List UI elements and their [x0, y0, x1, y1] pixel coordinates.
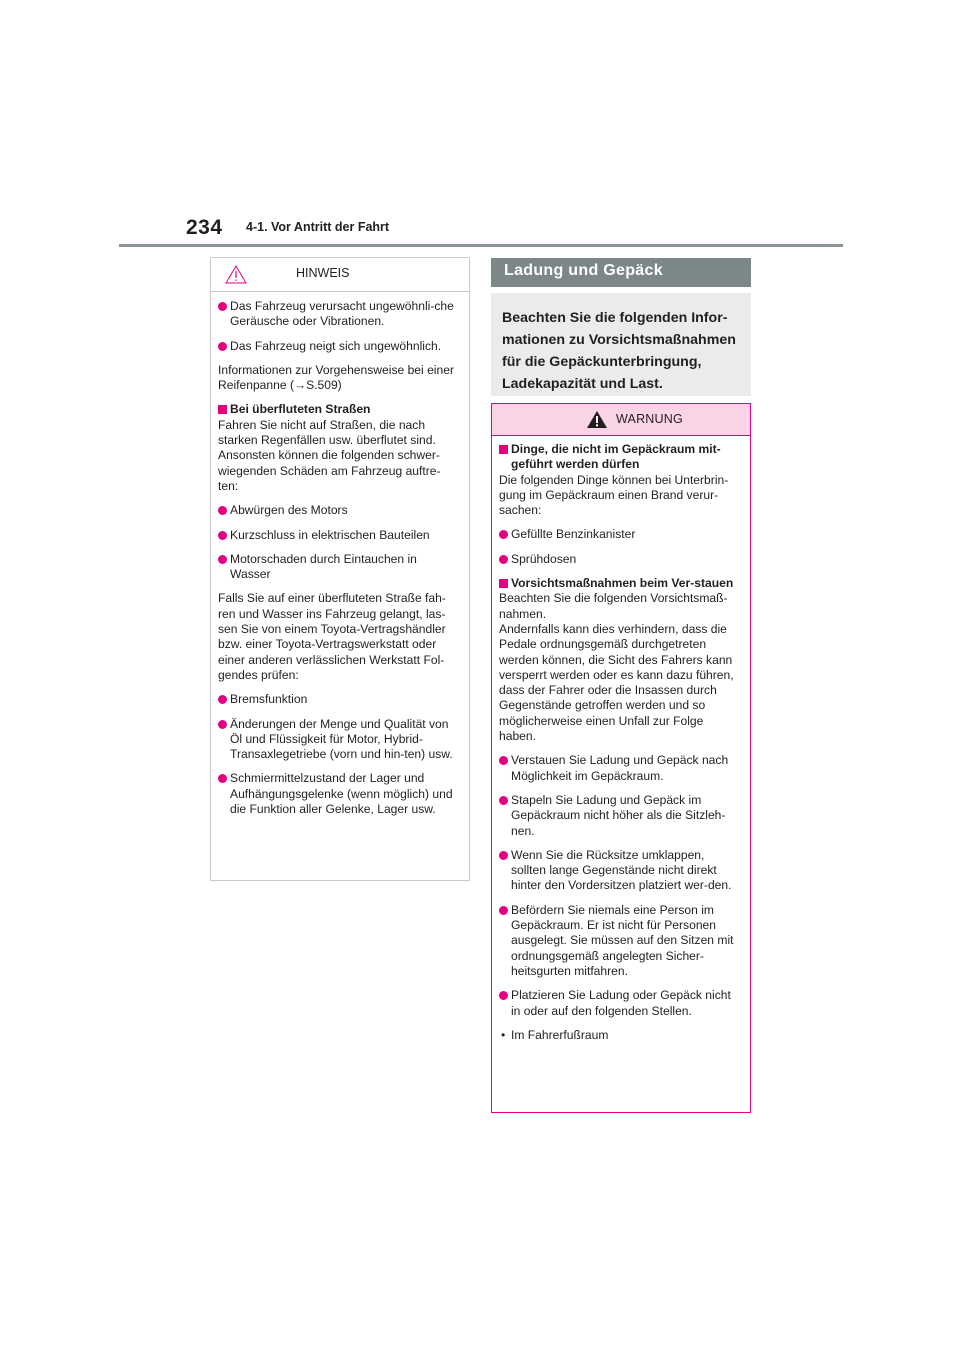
damage-item: Kurzschluss in elektrischen Bauteilen	[218, 528, 459, 543]
warnung-header	[492, 404, 750, 436]
warnung-rule: Platzieren Sie Ladung oder Gepäck nicht in oder auf den folgenden Stellen.	[499, 988, 742, 1019]
warnung-subitem: • Im Fahrerfußraum	[501, 1027, 609, 1042]
check-item: Bremsfunktion	[218, 692, 459, 707]
bullet-dot-icon	[499, 756, 508, 765]
bullet-dot-icon	[218, 555, 227, 564]
ladung-intro-box	[491, 293, 751, 396]
bullet-dot-icon	[218, 506, 227, 515]
header-rule	[119, 244, 843, 247]
sub-bullet-icon: •	[501, 1027, 506, 1042]
warnung-text: Beachten Sie die folgenden Vorsichtsmaß-nahmen.	[499, 591, 728, 621]
damage-item: Motorschaden durch Eintauchen in Wasser	[218, 552, 459, 583]
warnung-text: Die folgenden Dinge können bei Unterbrin-gung im Gepäckraum einen Brand verur-sachen:	[499, 472, 729, 518]
bullet-dot-icon	[499, 555, 508, 564]
bullet-dot-icon	[218, 302, 227, 311]
warnung-rule: Befördern Sie niemals eine Person im Gepäckraum. Er ist nicht für Personen ausgelegt. Sie müssen auf den Sitzen mit ordnungsgemäß angelegten Sicher-heitsgurten mitfahren.	[499, 903, 742, 979]
warnung-item: Gefüllte Benzinkanister	[499, 527, 742, 542]
section-title: 4-1. Vor Antritt der Fahrt	[246, 220, 390, 234]
warnung-rule: Wenn Sie die Rücksitze umklappen, sollten lange Gegenstände nicht direkt hinter den Vordersitzen platziert wer-den.	[499, 848, 742, 894]
square-bullet-icon	[218, 405, 227, 414]
warnung-rule: Verstauen Sie Ladung und Gepäck nach Möglichkeit im Gepäckraum.	[499, 753, 742, 784]
hinweis-box	[210, 257, 470, 881]
bullet-dot-icon	[218, 695, 227, 704]
flood-text: Fahren Sie nicht auf Straßen, die nach starken Regenfällen usw. überflutet sind. Ansonsten können die folgenden schwer-wiegenden Schäden am Fahrzeug auftre-ten:	[218, 417, 441, 493]
bullet-dot-icon	[499, 991, 508, 1000]
bullet-dot-icon	[499, 851, 508, 860]
bullet-dot-icon	[499, 906, 508, 915]
ladung-title: Ladung und Gepäck	[504, 262, 663, 279]
hinweis-header	[211, 258, 469, 292]
caution-triangle-icon	[225, 265, 247, 284]
warnung-title: WARNUNG	[616, 412, 683, 426]
hinweis-title: HINWEIS	[296, 266, 350, 280]
check-item: Schmiermittelzustand der Lager und Aufhängungsgelenke (wenn möglich) und die Funktion aller Gelenke, Lager usw.	[218, 771, 459, 817]
bullet-dot-icon	[218, 342, 227, 351]
check-item: Änderungen der Menge und Qualität von Öl und Flüssigkeit für Motor, Hybrid-Transaxlegetriebe (vorn und hin-ten) usw.	[218, 717, 459, 763]
ladung-title-bar	[491, 258, 751, 287]
warnung-box	[491, 403, 751, 1113]
warnung-item: Sprühdosen	[499, 552, 742, 567]
warnung-rule: Stapeln Sie Ladung und Gepäck im Gepäckraum nicht höher als die Sitzleh-nen.	[499, 793, 742, 839]
square-bullet-icon	[499, 579, 508, 588]
bullet-dot-icon	[499, 796, 508, 805]
damage-item: Abwürgen des Motors	[218, 503, 459, 518]
hinweis-bullet: Das Fahrzeug verursacht ungewöhnli-che Geräusche oder Vibrationen.	[218, 299, 459, 330]
bullet-dot-icon	[499, 530, 508, 539]
hinweis-info: Informationen zur Vorgehensweise bei einer Reifenpanne (→S.509)	[218, 362, 454, 393]
square-bullet-icon	[499, 445, 508, 454]
bullet-dot-icon	[218, 774, 227, 783]
hinweis-bullet: Das Fahrzeug neigt sich ungewöhnlich.	[218, 339, 459, 354]
flood-heading: Bei überfluteten Straßen	[218, 402, 459, 417]
warning-triangle-icon	[586, 410, 608, 429]
warnung-heading: Vorsichtsmaßnahmen beim Ver-stauen	[499, 576, 742, 591]
warnung-text: Andernfalls kann dies verhindern, dass die Pedale ordnungsgemäß durchgetreten werden können, die Sicht des Fahrers kann versperrt werden oder es kann dazu führen, dass der Fahrer oder die Insassen durch Gegenstände getroffen werden und so möglicherweise einen Unfall zur Folge haben.	[499, 621, 734, 744]
bullet-dot-icon	[218, 720, 227, 729]
check-text: Falls Sie auf einer überfluteten Straße fah-ren und Wasser ins Fahrzeug gelangt, las-sen Sie von einem Toyota-Vertragshändler bzw. einer Toyota-Vertragswerkstatt oder einer anderen verlässlichen Werkstatt Fol-gendes prüfen:	[218, 591, 446, 682]
ladung-intro: Beachten Sie die folgenden Infor-mationen zu Vorsichtsmaßnahmen für die Gepäckunterbringung, Ladekapazität und Last.	[502, 310, 736, 392]
page-number: 234	[186, 216, 223, 239]
bullet-dot-icon	[218, 531, 227, 540]
warnung-heading: Dinge, die nicht im Gepäckraum mit-geführt werden dürfen	[499, 442, 742, 473]
